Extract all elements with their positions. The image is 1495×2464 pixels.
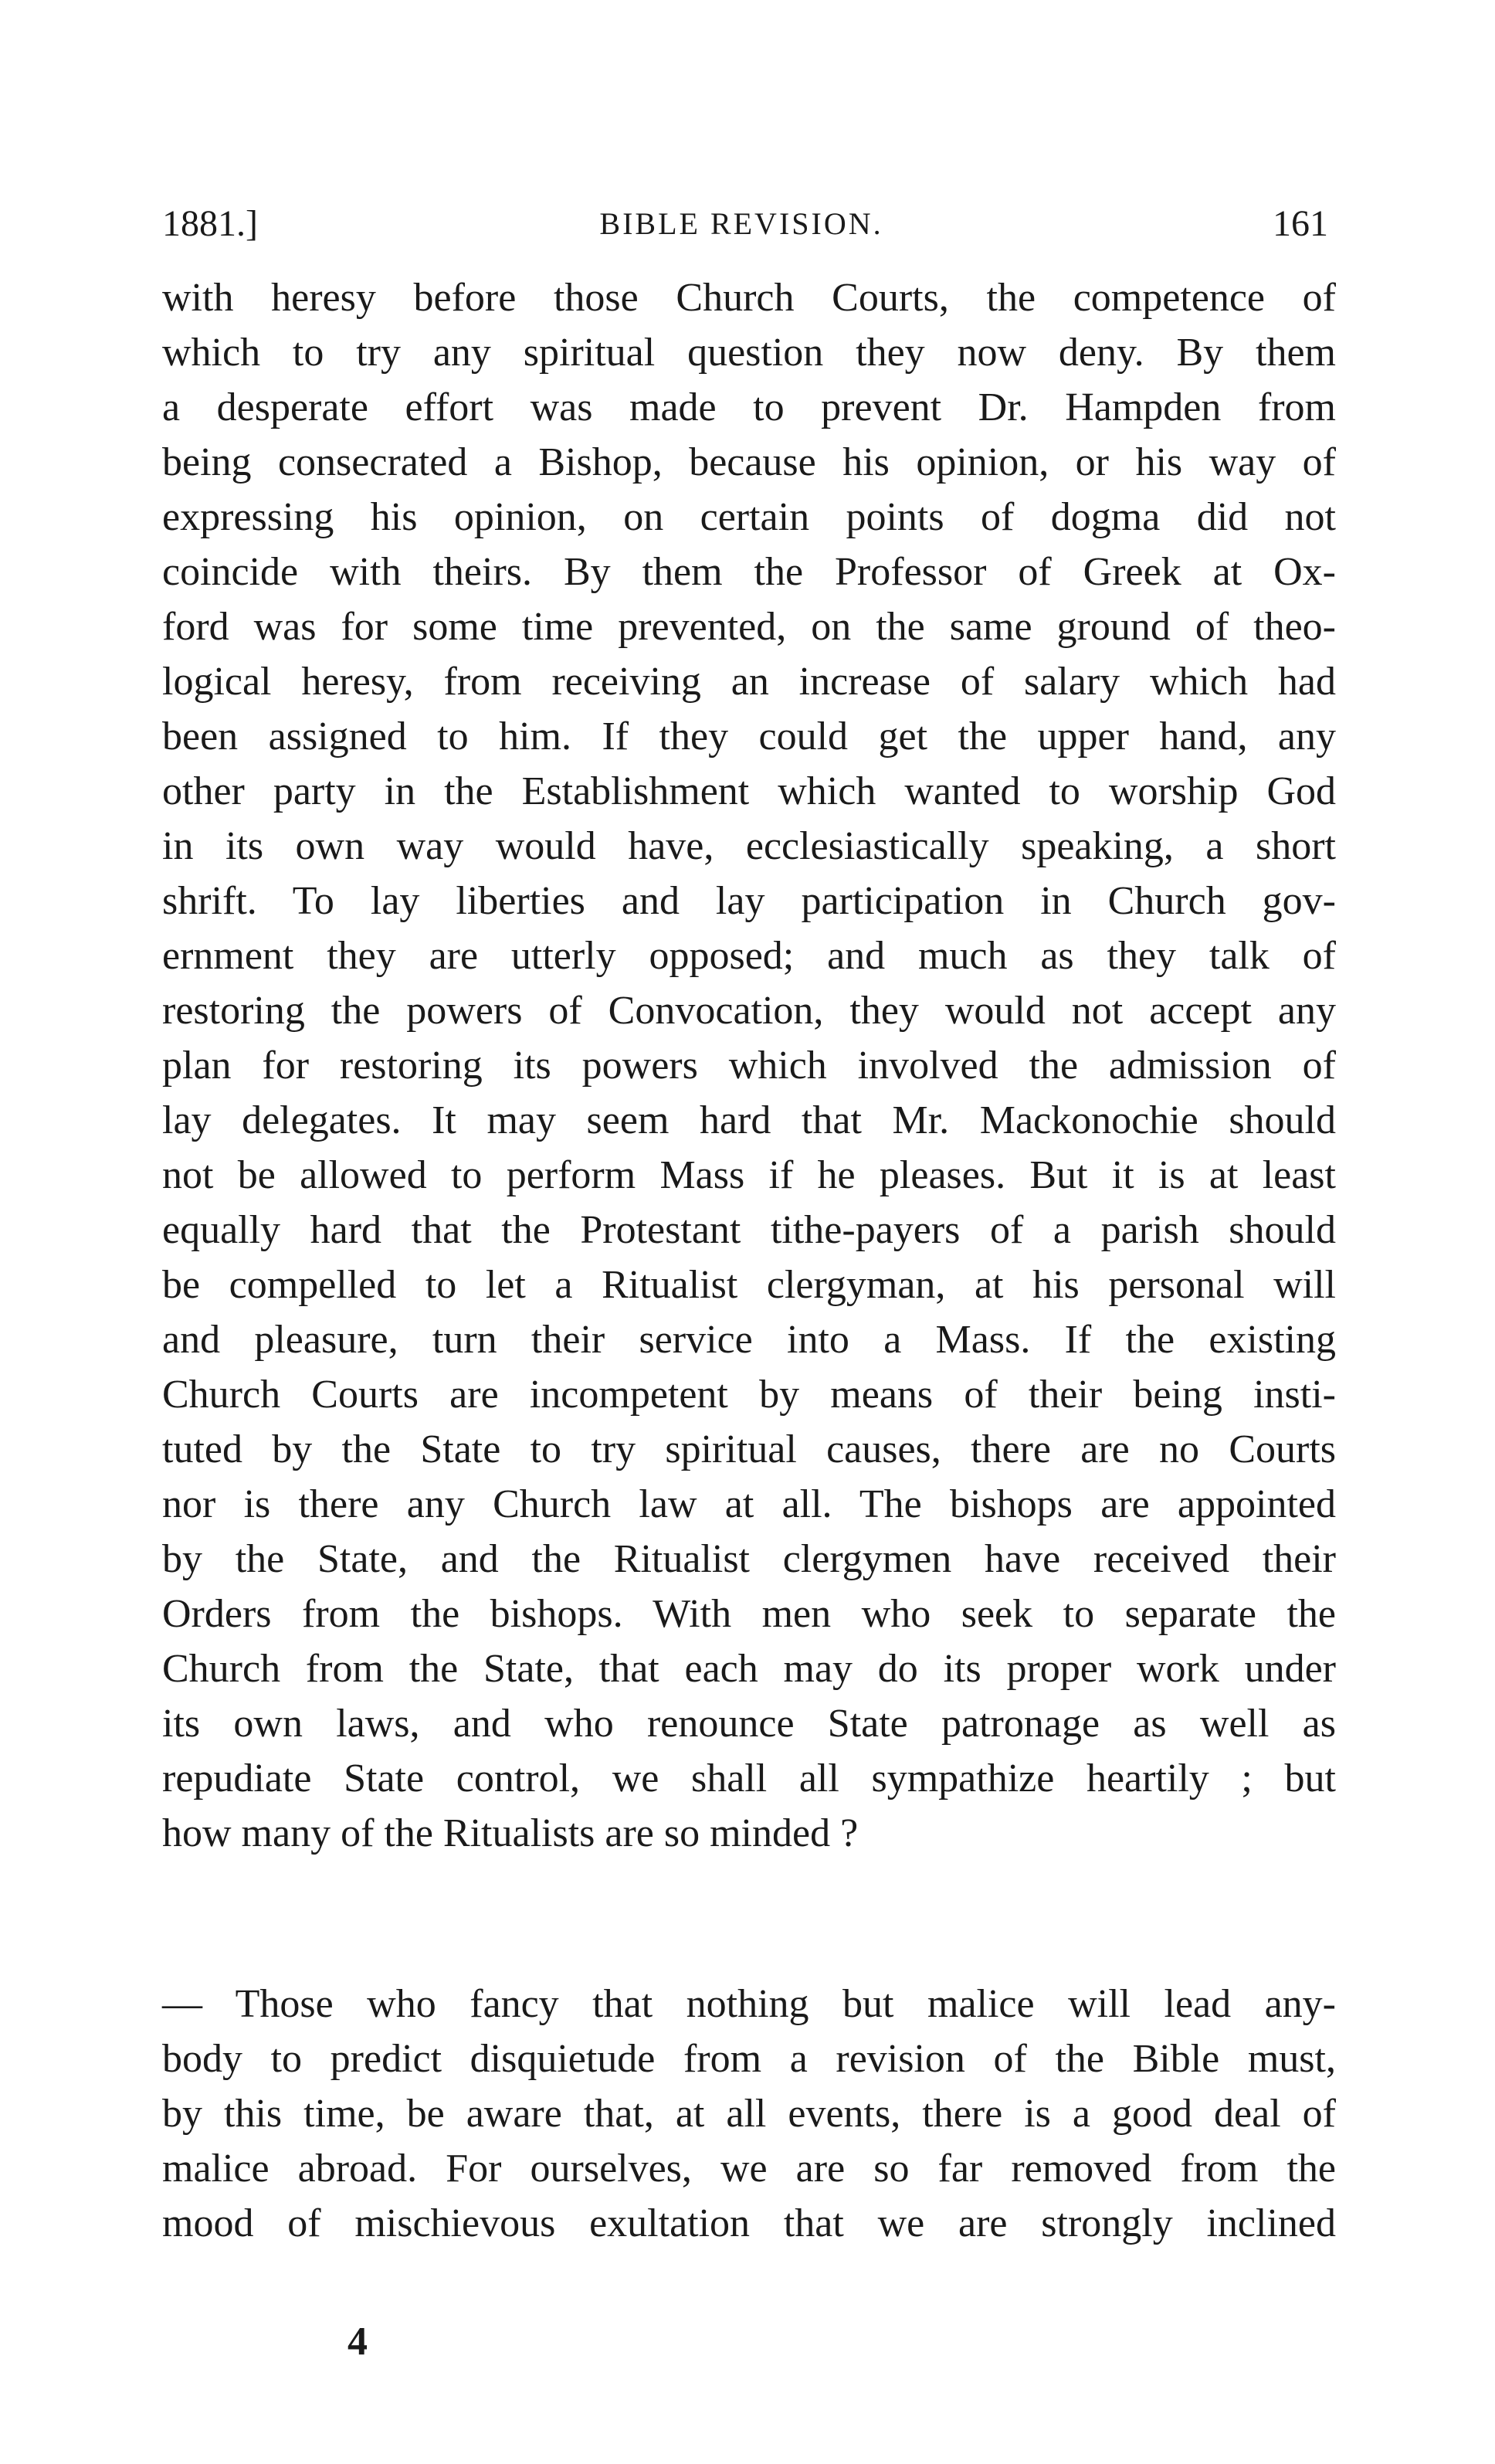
text-line: body to predict disquietude from a revision of the Bible must, bbox=[162, 2037, 1336, 2081]
text-line: — Those who fancy that nothing but malice will lead any- bbox=[162, 1982, 1336, 2026]
text-line: ernment they are utterly opposed; and much as they talk of bbox=[162, 934, 1336, 978]
text-line: and pleasure, turn their service into a Mass. If the existing bbox=[162, 1318, 1336, 1362]
text-line: Church Courts are incompetent by means of their being insti- bbox=[162, 1373, 1336, 1417]
text-line: by the State, and the Ritualist clergymen have received their bbox=[162, 1537, 1336, 1581]
text-line: nor is there any Church law at all. The bishops are appointed bbox=[162, 1482, 1336, 1526]
text-line: be compelled to let a Ritualist clergyman, at his personal will bbox=[162, 1263, 1336, 1307]
text-line: its own laws, and who renounce State patronage as well as bbox=[162, 1702, 1336, 1746]
text-line: shrift. To lay liberties and lay participation in Church gov- bbox=[162, 879, 1336, 923]
text-line: lay delegates. It may seem hard that Mr. Mackonochie should bbox=[162, 1098, 1336, 1142]
header-title: BIBLE REVISION. bbox=[599, 206, 883, 241]
text-line: logical heresy, from receiving an increase of salary which had bbox=[162, 660, 1336, 704]
text-line: malice abroad. For ourselves, we are so far removed from the bbox=[162, 2147, 1336, 2191]
signature-mark: 4 bbox=[347, 2320, 368, 2364]
text-line: mood of mischievous exultation that we are strongly inclined bbox=[162, 2201, 1336, 2245]
header-year: 1881.] bbox=[162, 203, 258, 244]
text-line: in its own way would have, ecclesiastically speaking, a short bbox=[162, 824, 1336, 868]
text-line: restoring the powers of Convocation, they would not accept any bbox=[162, 989, 1336, 1033]
page-number: 161 bbox=[1273, 203, 1328, 244]
text-line: by this time, be aware that, at all events, there is a good deal of bbox=[162, 2092, 1336, 2136]
text-line: with heresy before those Church Courts, the competence of bbox=[162, 276, 1336, 320]
text-line: ford was for some time prevented, on the same ground of theo- bbox=[162, 605, 1336, 649]
text-line: coincide with theirs. By them the Professor of Greek at Ox- bbox=[162, 550, 1336, 594]
body-text bbox=[162, 270, 1336, 2251]
paragraph-1 bbox=[162, 270, 1336, 1861]
text-line: a desperate effort was made to prevent Dr. Hampden from bbox=[162, 385, 1336, 429]
paragraph-2 bbox=[162, 1977, 1336, 2251]
text-line: which to try any spiritual question they now deny. By them bbox=[162, 331, 1336, 375]
text-line: other party in the Establishment which wanted to worship God bbox=[162, 769, 1336, 813]
text-line: plan for restoring its powers which involved the admission of bbox=[162, 1044, 1336, 1088]
text-line: Church from the State, that each may do its proper work under bbox=[162, 1647, 1336, 1691]
running-header bbox=[154, 193, 1328, 255]
text-line: been assigned to him. If they could get the upper hand, any bbox=[162, 714, 1336, 759]
text-line: expressing his opinion, on certain points of dogma did not bbox=[162, 495, 1336, 539]
text-line: equally hard that the Protestant tithe-payers of a parish should bbox=[162, 1208, 1336, 1252]
text-line: being consecrated a Bishop, because his opinion, or his way of bbox=[162, 440, 1336, 484]
text-line: repudiate State control, we shall all sympathize heartily ; but bbox=[162, 1756, 1336, 1800]
text-line: how many of the Ritualists are so minded ? bbox=[162, 1811, 859, 1855]
text-line: Orders from the bishops. With men who seek to separate the bbox=[162, 1592, 1336, 1636]
text-line: tuted by the State to try spiritual causes, there are no Courts bbox=[162, 1427, 1336, 1471]
text-line: not be allowed to perform Mass if he pleases. But it is at least bbox=[162, 1153, 1336, 1197]
paragraph-separator bbox=[162, 1861, 1336, 1977]
